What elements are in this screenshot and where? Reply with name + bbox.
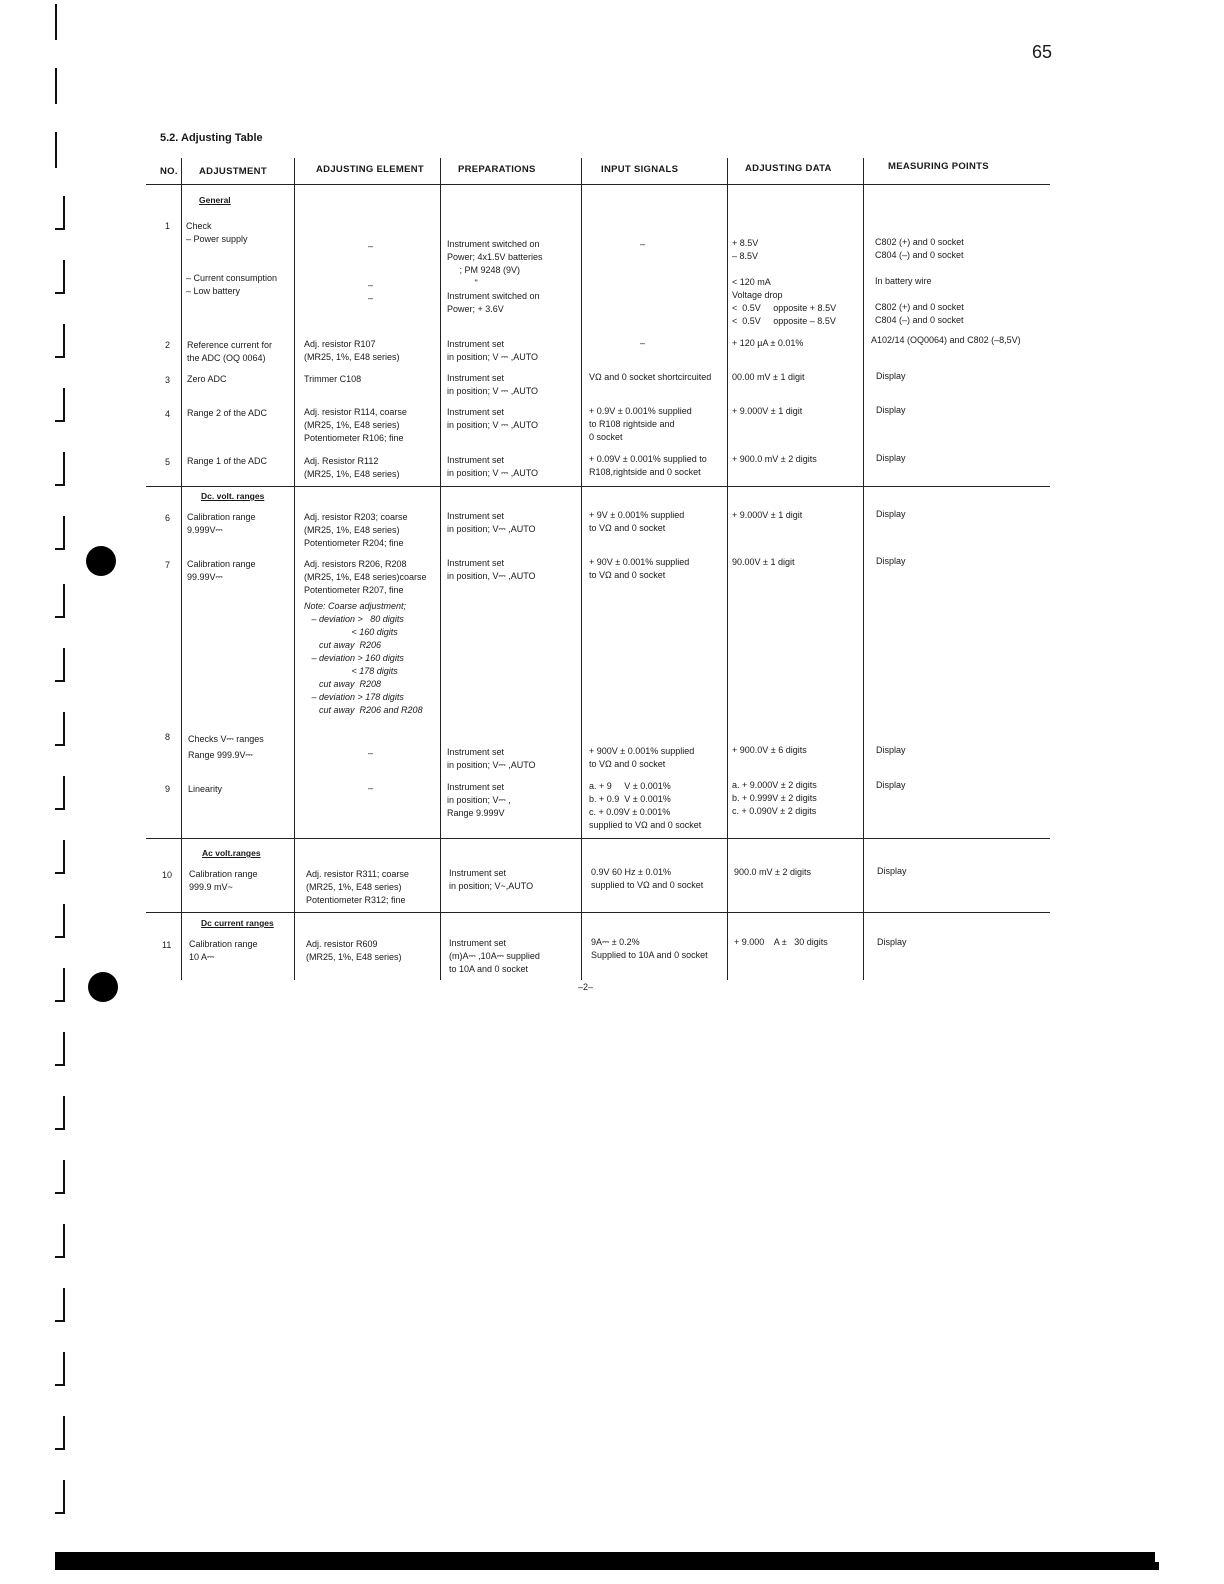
input-cell: 0.9V 60 Hz ± 0.01% supplied to VΩ and 0 socket [591,867,704,890]
row-number: 2 [165,340,171,350]
input-cell: + 9V ± 0.001% supplied to VΩ and 0 socket [589,510,685,533]
points-cell: Display [876,745,906,755]
category-ac-volt: Ac volt.ranges [202,848,261,858]
row-number: 7 [165,560,171,570]
binding-mark [55,452,65,486]
element-cell: Adj. resistor R609 (MR25, 1%, E48 series) [306,939,402,962]
binding-mark [55,1032,65,1066]
binding-mark [55,1160,65,1194]
input-cell: + 0.9V ± 0.001% supplied to R108 rightside and 0 socket [589,406,692,442]
section-rule [146,838,1050,839]
preparations-cell: Instrument set in position; V ⎓ ,AUTO [447,455,539,478]
preparations-cell: Instrument set in position; V ⎓ ,AUTO [447,407,539,430]
adjustment-cell: Check – Power supply – Current consumption – Low battery [186,221,278,296]
scan-border [1145,1562,1159,1570]
row-number: 9 [165,784,171,794]
data-cell: + 9.000V ± 1 digit [732,406,803,416]
page-footer: –2– [578,982,594,992]
header-preparations: PREPARATIONS [458,164,536,175]
data-cell: 00.00 mV ± 1 digit [732,372,805,382]
column-divider [294,158,295,980]
binding-mark [55,324,65,358]
adjustment-cell: Range 1 of the ADC [187,456,268,466]
preparations-cell: Instrument set in position; V~,AUTO [449,868,534,891]
binding-mark [55,516,65,550]
header-rule [146,184,1050,185]
element-cell: – [368,748,374,758]
preparations-cell: Instrument set (m)A⎓ ,10A⎓ supplied to 10A and 0 socket [449,938,540,974]
input-cell: – [640,338,646,348]
input-cell: + 90V ± 0.001% supplied to VΩ and 0 socket [589,557,690,580]
binding-mark [55,904,65,938]
punch-hole [88,972,118,1002]
row-number: 8 [165,732,171,742]
element-cell: Adj. resistor R114, coarse (MR25, 1%, E48 series) Potentiometer R106; fine [304,407,407,443]
points-cell: Display [877,866,907,876]
points-cell: Display [876,405,906,415]
element-cell: Trimmer C108 [304,374,362,384]
page-number: 65 [1032,42,1053,62]
row-number: 1 [165,221,171,231]
binding-mark [55,196,65,230]
binding-mark [55,712,65,746]
row-number: 10 [162,870,173,880]
preparations-cell: Instrument set in position; V⎓ ,AUTO [447,511,536,534]
input-cell: + 0.09V ± 0.001% supplied to R108,rightside and 0 socket [589,454,707,477]
data-cell: 900.0 mV ± 2 digits [734,867,811,877]
element-cell: – [368,783,374,793]
binding-mark [55,4,57,40]
data-cell: + 900.0 mV ± 2 digits [732,454,817,464]
binding-mark [55,648,65,682]
row-number: 3 [165,375,171,385]
preparations-cell: Instrument set in position; V⎓ ,AUTO [447,747,536,770]
adjustment-cell: Calibration range 999.9 mV~ [189,869,258,892]
row-number: 6 [165,513,171,523]
adjustment-cell: Reference current for the ADC (OQ 0064) [187,340,273,363]
adjustment-cell: Calibration range 99.99V⎓ [187,559,256,582]
header-input: INPUT SIGNALS [601,164,679,175]
points-cell: Display [876,509,906,519]
binding-mark [55,1480,65,1514]
points-cell: Display [877,937,907,947]
points-cell: Display [876,556,906,566]
input-cell: VΩ and 0 socket shortcircuited [589,372,712,382]
element-cell: Adj. resistor R107 (MR25, 1%, E48 series) [304,339,400,362]
input-cell: a. + 9 V ± 0.001% b. + 0.9 V ± 0.001% c. + 0.09V ± 0.001% supplied to VΩ and 0 socket [589,781,702,830]
preparations-cell: Instrument set in position, V⎓ ,AUTO [447,558,536,581]
binding-mark [55,388,65,422]
binding-mark [55,1288,65,1322]
data-cell: + 900.0V ± 6 digits [732,745,807,755]
preparations-cell: Instrument set in position; V⎓ , Range 9.999V [447,782,511,818]
preparations-cell: Instrument switched on Power; 4x1.5V batteries ; PM 9248 (9V) " Instrument switched on Power; + 3.6V [447,239,543,314]
binding-mark [55,776,65,810]
header-element: ADJUSTING ELEMENT [316,164,425,175]
binding-mark [55,260,65,294]
adjustment-cell: Zero ADC [187,374,227,384]
element-cell: – – – [368,241,374,303]
data-cell: a. + 9.000V ± 2 digits b. + 0.999V ± 2 digits c. + 0.090V ± 2 digits [732,780,817,816]
row-number: 5 [165,457,171,467]
section-rule [146,912,1050,913]
adjustment-cell: Calibration range 9.999V⎓ [187,512,256,535]
category-dc-volt: Dc. volt. ranges [201,491,265,501]
coarse-adjustment-note: Note: Coarse adjustment; – deviation > 80 digits < 160 digits cut away R206 – deviation > 160 digits < 178 digits cut away R208 – deviation > 178 digits cut away R206 and R208 [304,601,423,715]
header-data: ADJUSTING DATA [745,163,832,174]
binding-mark [55,1224,65,1258]
data-cell: + 8.5V – 8.5V < 120 mA Voltage drop < 0.5V opposite + 8.5V < 0.5V opposite – 8.5V [732,238,837,326]
adjustment-cell: Linearity [188,784,223,794]
points-cell: C802 (+) and 0 socket C804 (–) and 0 socket In battery wire C802 (+) and 0 socket C804 (–) and 0 socket [875,237,964,325]
scan-border [55,1552,1155,1570]
category-general: General [199,195,231,205]
binding-mark [55,132,57,168]
element-cell: Adj. Resistor R112 (MR25, 1%, E48 series) [304,456,400,479]
element-cell: Adj. resistors R206, R208 (MR25, 1%, E48 series)coarse Potentiometer R207, fine [304,559,427,595]
element-cell: Adj. resistor R311; coarse (MR25, 1%, E48 series) Potentiometer R312; fine [306,869,409,905]
points-cell: Display [876,780,906,790]
data-cell: + 9.000V ± 1 digit [732,510,803,520]
binding-mark [55,1416,65,1450]
points-cell: Display [876,453,906,463]
binding-mark [55,968,65,1002]
column-divider [581,158,582,980]
binding-mark [55,584,65,618]
adjustment-cell: Range 2 of the ADC [187,408,268,418]
binding-mark [55,840,65,874]
row-number: 11 [162,940,172,950]
section-rule [146,486,1050,487]
input-cell: – [640,239,646,249]
binding-mark [55,1096,65,1130]
punch-hole [86,546,116,576]
preparations-cell: Instrument set in position; V ⎓ ,AUTO [447,373,539,396]
header-points: MEASURING POINTS [888,161,989,172]
data-cell: + 9.000 A ± 30 digits [734,937,828,947]
column-divider [181,158,182,980]
column-divider [863,158,864,980]
element-cell: Adj. resistor R203; coarse (MR25, 1%, E48 series) Potentiometer R204; fine [304,512,408,548]
input-cell: 9A⎓ ± 0.2% Supplied to 10A and 0 socket [591,937,708,960]
preparations-cell: Instrument set in position; V ⎓ ,AUTO [447,339,539,362]
points-cell: A102/14 (OQ0064) and C802 (–8,5V) [871,335,1021,345]
column-divider [440,158,441,980]
section-title: 5.2. Adjusting Table [160,132,263,144]
adjustment-cell: Checks V⎓ ranges Range 999.9V⎓ [188,734,264,760]
header-adjustment: ADJUSTMENT [199,166,267,177]
data-cell: + 120 µA ± 0.01% [732,338,804,348]
binding-mark [55,1352,65,1386]
header-no: NO. [160,166,178,177]
binding-mark [55,68,57,104]
row-number: 4 [165,409,171,419]
data-cell: 90.00V ± 1 digit [732,557,795,567]
adjustment-cell: Calibration range 10 A⎓ [189,939,258,962]
input-cell: + 900V ± 0.001% supplied to VΩ and 0 socket [589,746,695,769]
column-divider [727,158,728,980]
category-dc-current: Dc current ranges [201,918,274,928]
points-cell: Display [876,371,906,381]
